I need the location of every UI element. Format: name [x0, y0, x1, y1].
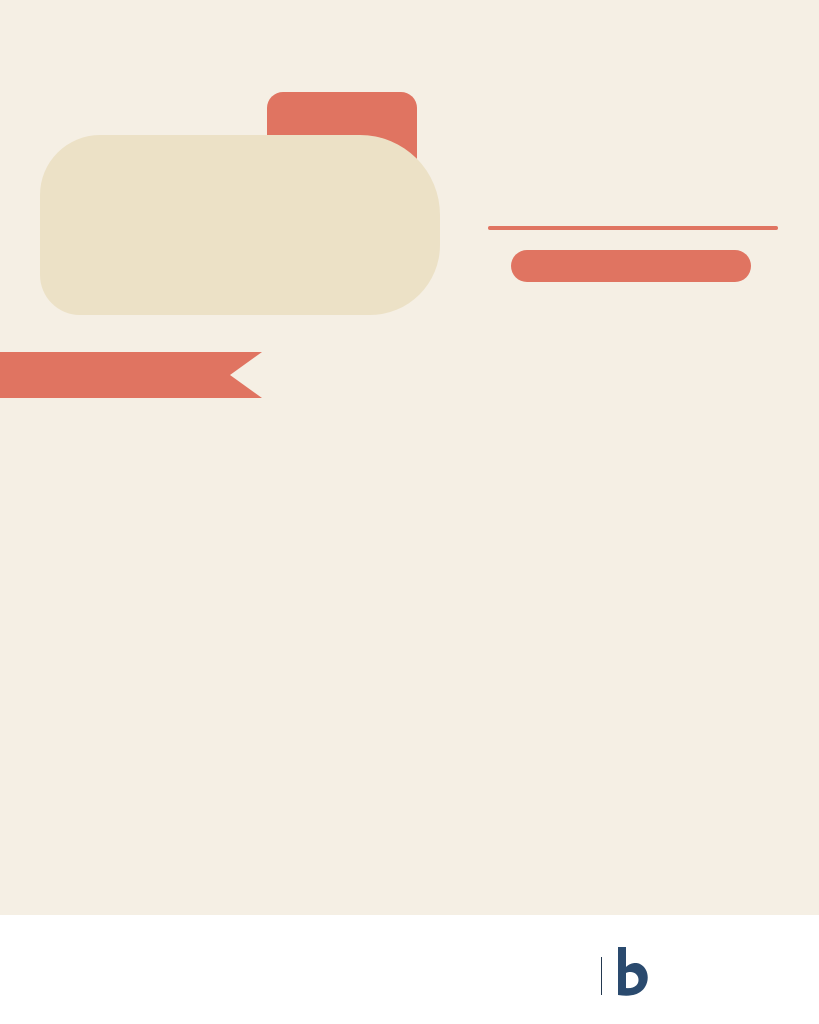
- footer-separator: [601, 957, 602, 995]
- flame-garland-top: [0, 0, 819, 90]
- footer: [0, 915, 819, 1024]
- flame-garland-bottom: [0, 815, 819, 915]
- header-divider: [488, 226, 778, 230]
- municipalidad-b-logo-icon: [612, 945, 652, 1001]
- raffle-pill: [511, 250, 751, 282]
- title-backdrop: [40, 135, 440, 315]
- programa-ribbon: [0, 352, 262, 398]
